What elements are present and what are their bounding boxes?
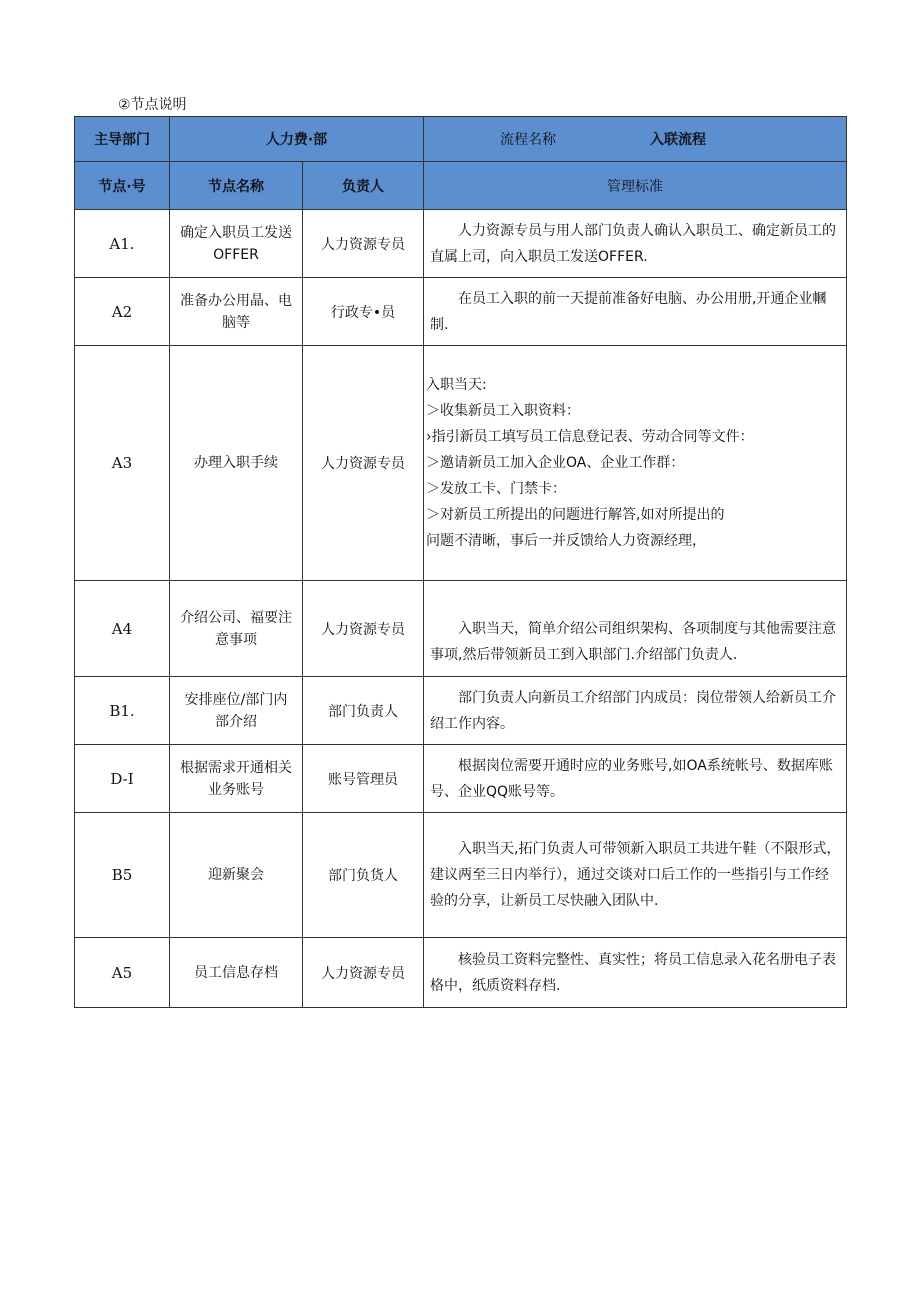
col-node-no: 节点·号: [75, 162, 170, 210]
node-standard: 入职当天,拓门负责人可带领新入职员工共进午鞋（不限形式，建议两至三日内举行），通过交谈对口后工作的一些指引与工作经验的分享，让新员工尽快融入团队中.: [424, 813, 847, 938]
node-name: 介绍公司、福要注意事项: [170, 581, 303, 677]
node-standard: 入职当天，简单介绍公司组织架构、各项制度与其他需要注意事项,然后带领新员工到入职部门.介绍部门负责人.: [424, 581, 847, 677]
node-owner: 行政专•员: [303, 278, 424, 346]
node-owner: 人力资源专员: [303, 581, 424, 677]
col-owner: 负责人: [303, 162, 424, 210]
node-owner: 人力资源专员: [303, 346, 424, 581]
node-standard: 人力资源专员与用人部门负责人确认入职员工、确定新员工的直属上司，向入职员工发送OFFER.: [424, 210, 847, 278]
node-no: B5: [75, 813, 170, 938]
table-row: [75, 745, 847, 813]
node-no: A2: [75, 278, 170, 346]
table-row: [75, 581, 847, 677]
node-owner: 账号管理员: [303, 745, 424, 813]
node-owner: 部门负责人: [303, 677, 424, 745]
table-row: [75, 677, 847, 745]
process-name-value: 入联流程: [650, 132, 707, 148]
node-standard: 根据岗位需要开通时应的业务账号,如OA系统帐号、数据库账号、企业QQ账号等。: [424, 745, 847, 813]
standard-line: ›指引新员工填写员工信息登记表、劳动合同等文件：: [426, 429, 754, 445]
table-row: [75, 813, 847, 938]
node-name: 办理入职手续: [170, 346, 303, 581]
node-description-table: [74, 116, 847, 1008]
node-no: A5: [75, 938, 170, 1008]
node-name: 员工信息存档: [170, 938, 303, 1008]
node-no: D-I: [75, 745, 170, 813]
node-name: 确定入职员工发送OFFER: [170, 210, 303, 278]
table-row: [75, 938, 847, 1008]
section-title: ②节点说明: [118, 97, 187, 113]
header-row-columns: [75, 162, 847, 210]
node-standard: 部门负责人向新员工介绍部门内成员：岗位带领人给新员工介绍工作内容。: [424, 677, 847, 745]
standard-line: ＞收集新员工入职资料：: [426, 403, 581, 419]
node-no: B1.: [75, 677, 170, 745]
node-name: 准备办公用晶、电脑等: [170, 278, 303, 346]
standard-line: 入职当天:: [426, 377, 487, 393]
col-node-name: 节点名称: [170, 162, 303, 210]
lead-dept-label: 主导部门: [75, 117, 170, 162]
node-no: A1.: [75, 210, 170, 278]
table-row: [75, 278, 847, 346]
standard-line: 问题不清晰，事后一并反馈给人力资源经理，: [426, 533, 707, 549]
col-standard: 管理标准: [424, 162, 847, 210]
node-owner: 人力资源专员: [303, 938, 424, 1008]
node-owner: 部门负货人: [303, 813, 424, 938]
node-standard: [424, 346, 847, 581]
node-standard: 在员工入职的前一天提前准备好电脑、办公用册,开通企业幗制.: [424, 278, 847, 346]
node-owner: 人力资源专员: [303, 210, 424, 278]
standard-line: ＞邀请新员工加入企业OA、企业工作群：: [426, 455, 685, 471]
node-standard: 核验员工资料完整性、真实性；将员工信息录入花名册电子表格中，纸质资料存档.: [424, 938, 847, 1008]
node-name: 安排座位/部门内部介绍: [170, 677, 303, 745]
table-row: [75, 346, 847, 581]
node-name: 迎新聚会: [170, 813, 303, 938]
lead-dept-value: 人力费·部: [170, 117, 424, 162]
process-name-label: 流程名称: [500, 132, 557, 148]
standard-line: ＞对新员工所提出的问题进行解答,如对所提出的: [426, 507, 725, 523]
standard-line: ＞发放工卡、门禁卡：: [426, 481, 567, 497]
node-no: A4: [75, 581, 170, 677]
process-name-cell: [424, 117, 847, 162]
table-row: [75, 210, 847, 278]
header-row-process: [75, 117, 847, 162]
node-name: 根据需求开通相关业务账号: [170, 745, 303, 813]
node-no: A3: [75, 346, 170, 581]
